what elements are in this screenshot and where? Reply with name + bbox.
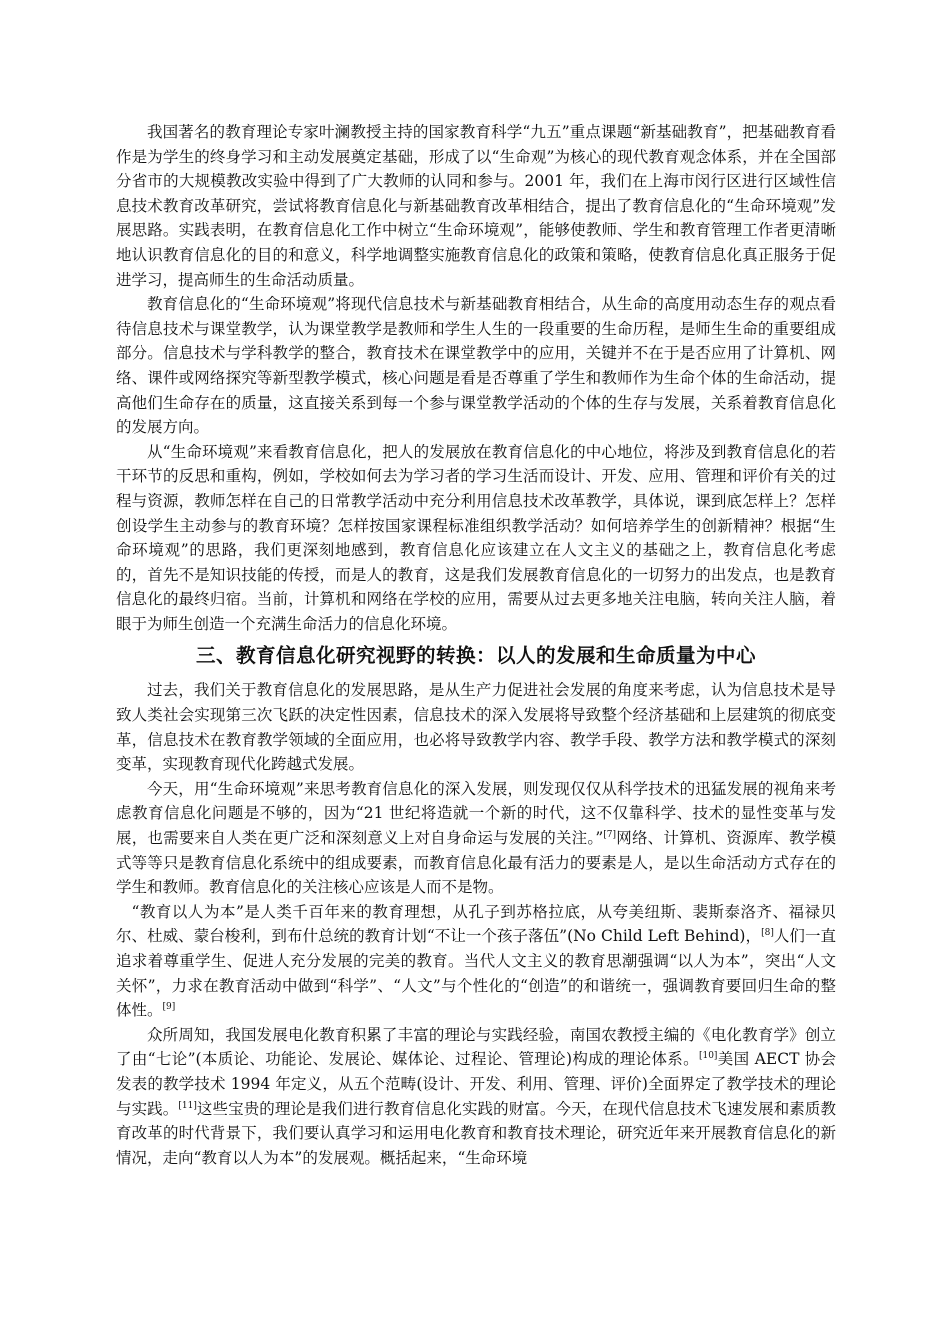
- citation-10: [10]: [698, 1051, 718, 1062]
- paragraph-5-text-b: 网络、计算机、资源库、教学模式等等只是教育信息化系统中的组成要素，而教育信息化最有活力的要素是人，是以生命活动方式存在的学生和教师。教育信息化的关注核心应该是人而不是物。: [116, 829, 836, 897]
- paragraph-7-text-a: 众所周知，我国发展电化教育积累了丰富的理论与实践经验，南国农教授主编的《电化教育学》创立了由“七论”(本质论、功能论、发展论、媒体论、过程论、管理论)构成的理论体系。: [116, 1025, 836, 1069]
- paragraph-6-text-a: “教育以人为本”是人类千百年来的教育理想，从孔子到苏格拉底，从夸美纽斯、裴斯泰洛齐、福禄贝尔、杜威、蒙台梭利，到布什总统的教育计划“不让一个孩子落伍”(No Child Left Behind)，: [116, 902, 836, 946]
- section-heading: 三、教育信息化研究视野的转换：以人的发展和生命质量为中心: [195, 644, 756, 668]
- paragraph-5: [116, 777, 836, 900]
- paragraph-5-text-a: 今天，用“生命环境观”来思考教育信息化的深入发展，则发现仅仅从科学技术的迅猛发展的视角来考虑教育信息化问题是不够的，因为“21 世纪将造就一个新的时代，这不仅靠科学、技术的显性变革与发展，也需要来自人类在更广泛和深刻意义上对自身命运与发展的关注。”: [116, 779, 836, 848]
- paragraph-6: [116, 900, 836, 1023]
- paragraph-3: 从“生命环境观”来看教育信息化，把人的发展放在教育信息化的中心地位，将涉及到教育信息化的若干环节的反思和重构，例如，学校如何去为学习者的学习生活而设计、开发、应用、管理和评价有关的过程与资源，教师怎样在自己的日常教学活动中充分利用信息技术改革教学，具体说，课到底怎样上？怎样创设学生主动参与的教育环境？怎样按国家课程标准组织教学活动？如何培养学生的创新精神？根据“生命环境观”的思路，我们更深刻地感到，教育信息化应该建立在人文主义的基础之上，教育信息化考虑的，首先不是知识技能的传授，而是人的教育，这是我们发展教育信息化的一切努力的出发点，也是教育信息化的最终归宿。当前，计算机和网络在学校的应用，需要从过去更多地关注电脑，转向关注人脑，着眼于为师生创造一个充满生命活力的信息化环境。: [116, 442, 836, 633]
- paragraph-1: 我国著名的教育理论专家叶澜教授主持的国家教育科学“九五”重点课题“新基础教育”，把基础教育看作是为学生的终身学习和主动发展奠定基础，形成了以“生命观”为核心的现代教育观念体系，并在全国部分省市的大规模教改实验中得到了广大教师的认同和参与。2001 年，我们在上海市闵行区进行区域性信息技术教育改革研究，尝试将教育信息化与新基础教育改革相结合，提出了教育信息化的“生命环境观”发展思路。实践表明，在教育信息化工作中树立“生命环境观”，能够使教师、学生和教育管理工作者更清晰地认识教育信息化的目的和意义，科学地调整实施教育信息化的政策和策略，使教育信息化真正服务于促进学习，提高师生的生命活动质量。: [116, 123, 836, 289]
- paragraph-7-text-c: 这些宝贵的理论是我们进行教育信息化实践的财富。今天，在现代信息技术飞速发展和素质教育改革的时代背景下，我们要认真学习和运用电化教育和教育技术理论，研究近年来开展教育信息化的新情况，走向“教育以人为本”的发展观。概括起来，“生命环境: [116, 1099, 836, 1167]
- citation-9: [9]: [162, 1002, 176, 1013]
- paragraph-7: [116, 1023, 836, 1171]
- citation-7: [7]: [603, 829, 617, 840]
- paragraph-4: 过去，我们关于教育信息化的发展思路，是从生产力促进社会发展的角度来考虑，认为信息技术是导致人类社会实现第三次飞跃的决定性因素，信息技术的深入发展将导致整个经济基础和上层建筑的彻底变革，信息技术在教育教学领域的全面应用，也必将导致教学内容、教学手段、教学方法和教学模式的深刻变革，实现教育现代化跨越式发展。: [116, 681, 836, 774]
- document-page: [116, 120, 836, 1170]
- paragraph-2: 教育信息化的“生命环境观”将现代信息技术与新基础教育相结合，从生命的高度用动态生存的观点看待信息技术与课堂教学，认为课堂教学是教师和学生人生的一段重要的生命历程，是师生生命的重要组成部分。信息技术与学科教学的整合，教育技术在课堂教学中的应用，关键并不在于是否应用了计算机、网络、课件或网络探究等新型教学模式，核心问题是看是否尊重了学生和教师作为生命个体的生命活动，提高他们生命存在的质量，这直接关系到每一个参与课堂教学活动的个体的生存与发展，关系着教育信息化的发展方向。: [116, 295, 836, 437]
- citation-8: [8]: [761, 928, 774, 939]
- paragraph-7-text-b: 美国 AECT 协会发表的教学技术 1994 年定义，从五个范畴(设计、开发、利用、管理、评价)全面界定了教学技术的理论与实践。: [116, 1050, 836, 1118]
- paragraph-6-text-b: 人们一直追求着尊重学生、促进人充分发展的完美的教育。当代人文主义的教育思潮强调“以人为本”，突出“人文关怀”，力求在教育活动中做到“科学”、“人文”与个性化的“创造”的和谐统一，强调教育要回归生命的整体性。: [116, 927, 836, 1020]
- citation-11: [11]: [178, 1100, 197, 1111]
